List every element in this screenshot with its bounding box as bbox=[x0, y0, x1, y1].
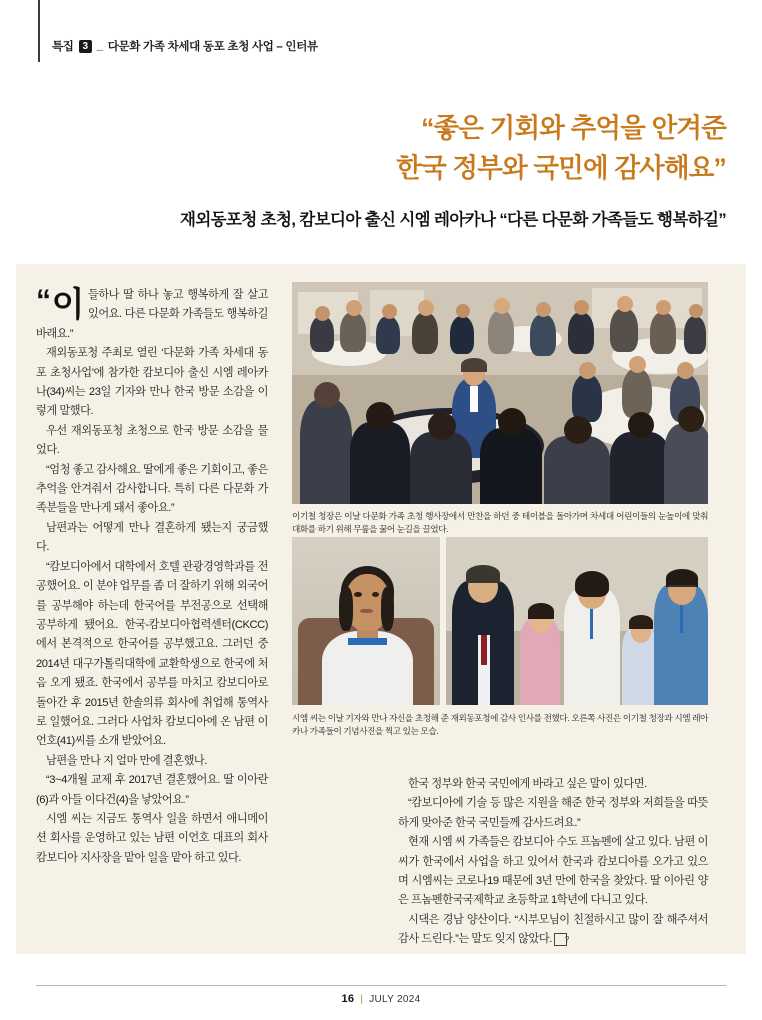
paragraph: 시엠 씨는 지금도 통역사 일을 하면서 애니메이션 회사를 운영하고 있는 남편 이언호 대표의 회사 캄보디아 지사장을 맡아 일을 맡아 하고 있다. bbox=[36, 812, 268, 864]
article-column-left bbox=[36, 286, 268, 868]
footer-divider-glyph: | bbox=[360, 994, 364, 1005]
footer-divider bbox=[36, 985, 726, 986]
paragraph-final-text: 시댁은 경남 양산이다. “시부모님이 친절하시고 많이 잘 해주셔서 감사 드린다.”는 말도 잊지 않았다. bbox=[398, 913, 708, 946]
paragraph: “캄보디아에서 대학에서 호텔 관광경영학과를 전공했어요. 이 분야 업무를 좀 더 잘하기 위해 외국어를 공부해야 하는데 한국어를 부전공으로 선택해 공부하게 됐어요. 한국-캄보디아협력센터(CKCC)에서 본격적으로 한국어를 공부했고요. 그러던 중 2014년 대구가톨릭대학에 교환학생으로 한국에 처음 오게 됐죠. 한국에서 공부를 마치고 캄보디아로 돌아간 후 2015년 한솔의류 회사에 취업해 통역사로 일했어요. 그러다 사업차 캄보디아에 온 남편 이언호(41)씨를 소개 받았어요. bbox=[36, 560, 268, 748]
page-footer bbox=[0, 993, 762, 1005]
paragraph: “캄보디아에 기술 등 많은 지원을 해준 한국 정부와 저희들을 따뜻하게 맞아준 한국 국민들께 감사드려요.” bbox=[398, 797, 708, 829]
photo-caption-2: 시엠 씨는 이날 기자와 만나 자신을 초청해 준 재외동포청에 감사 인사를 전했다. 오른쪽 사진은 이기철 청장과 시엠 레아카나 가족들이 기념사진을 찍고 있는 모습. bbox=[292, 713, 708, 736]
page-number: 16 bbox=[341, 993, 355, 1005]
lead-paragraph-text: 들하나 딸 하나 놓고 행복하게 잘 살고 있어요. 다른 다문화 가족들도 행복하길 바래요.” bbox=[36, 289, 268, 340]
page-subtitle: 재외동포청 초청, 캄보디아 출신 시엠 레아카나 “다른 다문화 가족들도 행복하길” bbox=[180, 211, 726, 229]
paragraph: “엄청 좋고 감사해요. 딸에게 좋은 기회이고, 좋은 추억을 안겨줘서 감사합니다. 특히 다른 다문화 가족분들을 만나게 돼서 좋아요.” bbox=[36, 463, 268, 515]
running-head bbox=[52, 38, 318, 54]
photo-caption-1: 이기철 청장은 이날 다문화 가족 초청 행사장에서 만찬을 하던 중 테이블을 돌아가며 차세대 어린이들의 눈높이에 맞춰 대화를 하기 위해 무릎을 꿇어 눈길을 끌었다. bbox=[292, 511, 708, 534]
interview-portrait-photo bbox=[292, 537, 440, 705]
banquet-hall-photo bbox=[292, 282, 708, 504]
paragraph: 우선 재외동포청 초청으로 한국 방문 소감을 물었다. bbox=[36, 424, 268, 457]
paragraph-final bbox=[398, 911, 708, 950]
paragraph: 재외동포청 주최로 열린 ‘다문화 가족 차세대 동포 초청사업’에 참가한 캄보디아 출신 시엠 레아카나(34)씨는 23일 기자와 만나 한국 방문 소감을 이렇게 말했다. bbox=[36, 347, 268, 418]
paragraph: “3~4개월 교제 후 2017년 결혼했어요. 딸 이아란(6)과 아들 이다건(4)을 낳았어요.” bbox=[36, 774, 268, 806]
lead-paragraph bbox=[36, 286, 268, 344]
running-head-separator: _ bbox=[96, 40, 103, 52]
headline-line-2: 한국 정부와 국민에 감사해요” bbox=[396, 153, 726, 183]
open-quote-mark: “ bbox=[36, 284, 51, 317]
article-column-right bbox=[398, 775, 708, 950]
paragraph: 현재 시엠 씨 가족들은 캄보디아 수도 프놈펜에 살고 있다. 남편 이 씨가 한국에서 사업을 하고 있어서 한국과 캄보디아를 오가고 있으며 시엠씨는 코로나19 때문에 3년 만에 한국을 찾았다. 딸 이아린 양은 프놈펜한국국제학교 초등학교 1학년에 다니고 있다. bbox=[398, 836, 708, 907]
drop-cap: 이 bbox=[51, 286, 84, 324]
headline-line-1: “좋은 기회와 추억을 안겨준 bbox=[421, 113, 726, 143]
issue-label: JULY 2024 bbox=[369, 994, 421, 1005]
paragraph: 한국 정부와 한국 국민에게 바라고 싶은 말이 있다면. bbox=[408, 778, 647, 790]
family-group-photo bbox=[446, 537, 708, 705]
page-title bbox=[0, 108, 726, 188]
running-head-number: 3 bbox=[79, 40, 92, 53]
paragraph: 남편과는 어떻게 만나 결혼하게 됐는지 궁금했다. bbox=[36, 521, 268, 554]
running-head-title: 다문화 가족 차세대 동포 초청 사업 – 인터뷰 bbox=[107, 41, 318, 53]
running-head-tag: 특집 bbox=[52, 41, 74, 53]
left-vertical-rule bbox=[38, 0, 40, 62]
paragraph: 남편을 만나 지 얼마 만에 결혼했나. bbox=[46, 754, 207, 767]
end-mark-icon: ? bbox=[554, 933, 567, 946]
